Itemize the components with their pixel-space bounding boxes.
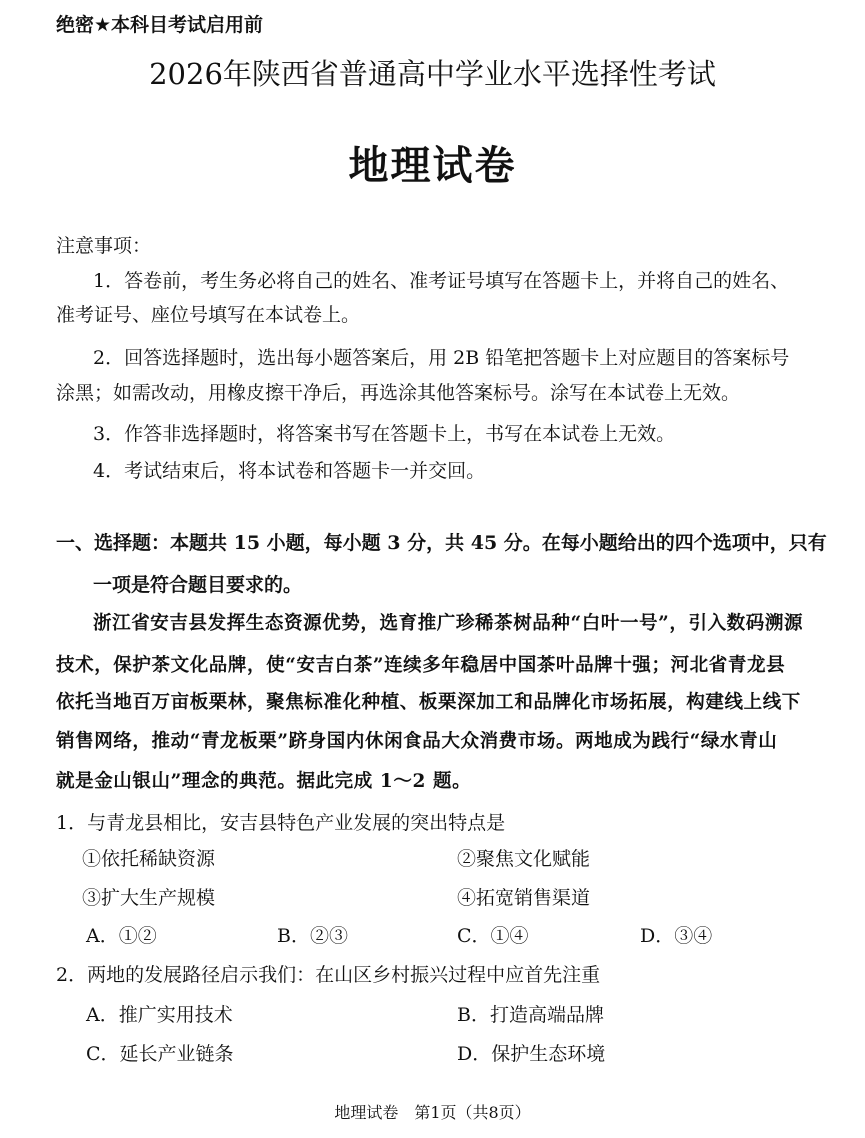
q1-option-d: D．③④ [640, 925, 713, 947]
passage-line-1: 浙江省安吉县发挥生态资源优势，选育推广珍稀茶树品种“白叶一号”，引入数码溯源 [93, 613, 804, 634]
notes-line-4: 涂黑；如需改动，用橡皮擦干净后，再选涂其他答案标号。涂写在本试卷上无效。 [56, 382, 741, 404]
passage-line-4: 销售网络，推动“青龙板栗”跻身国内休闲食品大众消费市场。两地成为践行“绿水青山 [56, 731, 778, 752]
notes-heading: 注意事项： [56, 235, 152, 257]
q1-item-2: ②聚焦文化赋能 [457, 848, 591, 870]
notes-line-5: 3．作答非选择题时，将答案书写在答题卡上，书写在本试卷上无效。 [93, 423, 676, 445]
q2-option-c: C．延长产业链条 [86, 1043, 234, 1065]
exam-title: 2026年陕西省普通高中学业水平选择性考试 [149, 57, 716, 91]
q1-stem: 1．与青龙县相比，安吉县特色产业发展的突出特点是 [56, 812, 506, 834]
section-heading-cont: 一项是符合题目要求的。 [93, 574, 303, 596]
q2-option-a: A．推广实用技术 [86, 1004, 233, 1026]
q1-item-1: ①依托稀缺资源 [82, 848, 216, 870]
q1-item-4: ④拓宽销售渠道 [457, 887, 591, 909]
q2-option-d: D．保护生态环境 [457, 1043, 606, 1065]
q2-option-b: B．打造高端品牌 [457, 1004, 604, 1026]
passage-line-5: 就是金山银山”理念的典范。据此完成 1～2 题。 [56, 771, 472, 792]
secret-mark: 绝密★本科目考试启用前 [56, 14, 264, 36]
page-footer: 地理试卷 第1页（共8页） [334, 1103, 531, 1122]
notes-line-2: 准考证号、座位号填写在本试卷上。 [56, 304, 361, 326]
section-heading: 一、选择题：本题共 15 小题，每小题 3 分，共 45 分。在每小题给出的四个选项中，只有 [56, 532, 827, 554]
notes-line-6: 4．考试结束后，将本试卷和答题卡一并交回。 [93, 460, 486, 482]
q1-option-b: B．②③ [277, 925, 348, 947]
q1-item-3: ③扩大生产规模 [82, 887, 216, 909]
q1-option-a: A．①② [86, 925, 157, 947]
subject-title: 地理试卷 [348, 143, 517, 189]
notes-line-1: 1．答卷前，考生务必将自己的姓名、准考证号填写在答题卡上，并将自己的姓名、 [93, 270, 790, 292]
q2-stem: 2．两地的发展路径启示我们：在山区乡村振兴过程中应首先注重 [56, 964, 601, 986]
q1-option-c: C．①④ [457, 925, 529, 947]
passage-line-3: 依托当地百万亩板栗林，聚焦标准化种植、板栗深加工和品牌化市场拓展，构建线上线下 [56, 692, 801, 713]
passage-line-2: 技术，保护茶文化品牌，使“安吉白茶”连续多年稳居中国茶叶品牌十强；河北省青龙县 [56, 655, 786, 676]
notes-line-3: 2．回答选择题时，选出每小题答案后，用 2B 铅笔把答题卡上对应题目的答案标号 [93, 347, 790, 369]
